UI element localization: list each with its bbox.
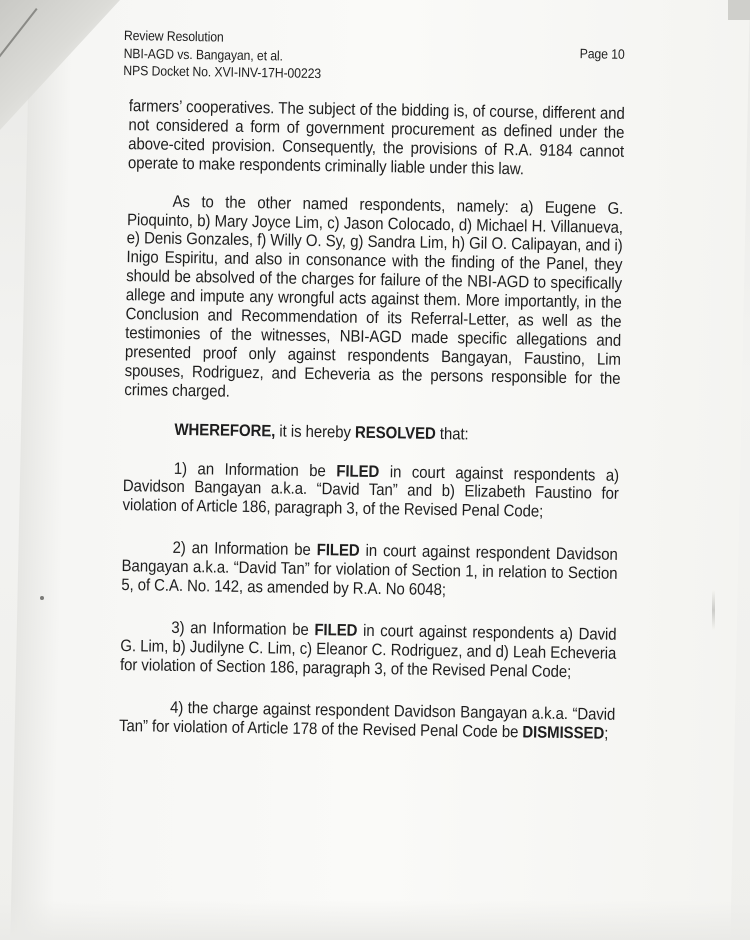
wherefore-end: that: <box>435 423 469 444</box>
item-text-pre: 4) the charge against respondent Davidson Bangayan a.k.a. “David Tan” for violation of Article 178 of the Revised Penal Code be <box>118 697 616 741</box>
item-text-post: in court against respondents a) David G. Lim, b) Judilyne C. Lim, c) Eleanor C. Rodriguez, and d) Leah Echeveria for violation of Section 186, paragraph 3, of the Revised Penal Code; <box>119 620 617 681</box>
item-text-post: ; <box>604 723 609 743</box>
document-body <box>119 97 625 766</box>
paragraph-1: farmers’ cooperatives. The subject of the bidding is, of course, different and not considered a form of government procurement as defined under the above-cited provision. Consequently, the provisions of R.A. 9184 cannot operate to make respondents criminally liable under this law. <box>127 96 625 179</box>
item-emphasis: FILED <box>316 540 360 560</box>
item-emphasis: DISMISSED <box>522 721 605 743</box>
wherefore-clause <box>124 420 620 447</box>
resolution-item-2 <box>121 538 618 603</box>
item-text-pre: 2) an Information be <box>172 538 317 560</box>
resolution-item-1 <box>122 459 619 524</box>
bottom-shadow <box>0 900 750 940</box>
paper-smudge <box>712 590 715 630</box>
header-title: Review Resolution <box>123 28 224 45</box>
item-text-post: in court against respondents a) Davidson Bangayan a.k.a. “David Tan” and b) Elizabeth Faustino for violation of Article 186, paragraph 3, of the Revised Penal Code; <box>122 461 620 521</box>
item-text-pre: 3) an Information be <box>171 617 315 640</box>
resolved-label: RESOLVED <box>354 422 436 443</box>
header-docket: NPS Docket No. XVI-INV-17H-00223 <box>123 63 322 82</box>
item-emphasis: FILED <box>314 620 358 640</box>
paper-speck <box>40 596 44 600</box>
wherefore-mid: it is hereby <box>275 421 356 442</box>
item-text-pre: 1) an Information be <box>173 458 337 480</box>
item-emphasis: FILED <box>336 460 380 481</box>
page-number: Page 10 <box>579 46 625 62</box>
header-case: NBI-AGD vs. Bangayan, et al. <box>123 45 284 64</box>
resolution-item-3 <box>120 618 617 683</box>
resolution-item-4 <box>119 698 615 744</box>
wherefore-label: WHEREFORE, <box>174 419 276 441</box>
paragraph-2: As to the other named respondents, namely: a) Eugene G. Pioquinto, b) Mary Joyce Lim, c) Jason Colocado, d) Michael H. Villanueva, e) Denis Gonzales, f) Willy O. Sy, g) Sandra Lim, h) Gil O. Calipayan, and i) Inigo Espiritu, and also in consonance with the finding of the Panel, they should be absolved of the charges for failure of the NBI-AGD to specifically allege and impute any wrongful acts against them. More importantly, in the Conclusion and Recommendation of its Referral-Letter, as well as the testimonies of the witnesses, NBI-AGD made specific allegations and presented proof only against respondents Bangayan, Faustino, Lim spouses, Rodriguez, and Echeveria as the persons responsible for the crimes charged. <box>124 191 624 401</box>
item-text-post: in court against respondent Davidson Bangayan a.k.a. “David Tan” for violation of Section 1, in relation to Section 5, of C.A. No. 142, as amended by R.A. No 6048; <box>121 540 618 600</box>
document-header <box>123 27 322 83</box>
